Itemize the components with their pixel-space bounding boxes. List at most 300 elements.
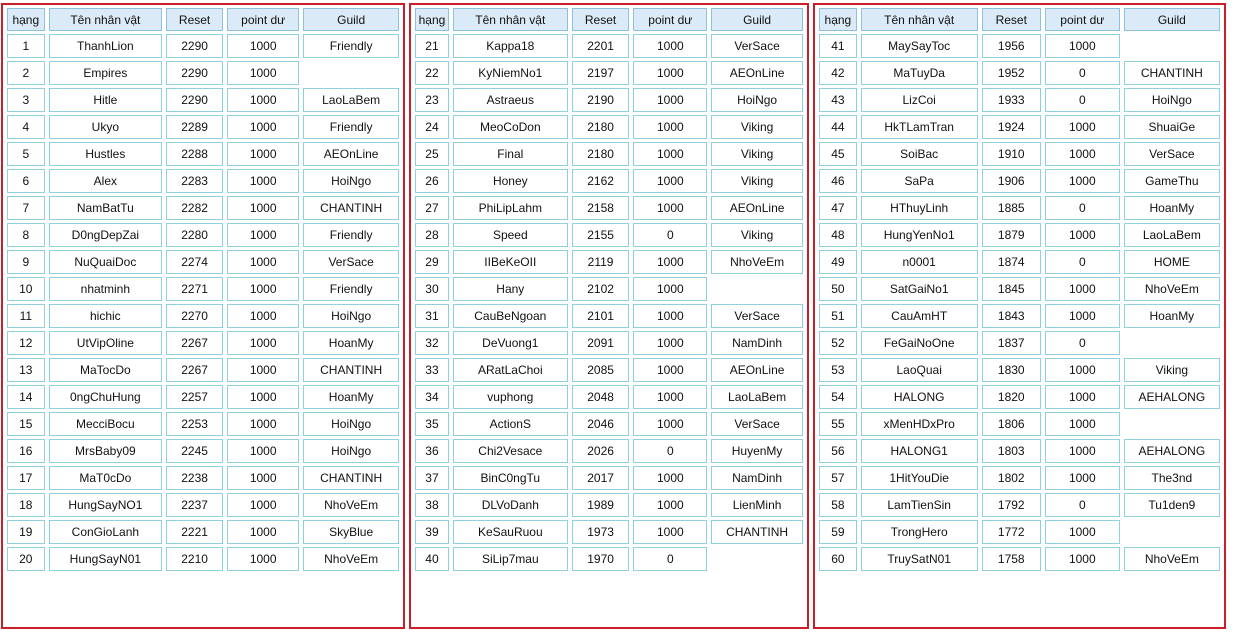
- rank-cell: 43: [819, 88, 857, 112]
- guild-cell: ShuaiGe: [1124, 115, 1220, 139]
- reset-cell: 2180: [572, 115, 630, 139]
- reset-cell: 2271: [166, 277, 223, 301]
- reset-cell: 1874: [982, 250, 1041, 274]
- guild-cell: [711, 277, 803, 301]
- table-row: [7, 277, 399, 301]
- character-name-cell: TruySatN01: [861, 547, 978, 571]
- reset-cell: 2162: [572, 169, 630, 193]
- reset-cell: 2119: [572, 250, 630, 274]
- guild-cell: CHANTINH: [711, 520, 803, 544]
- points-cell: 1000: [633, 412, 707, 436]
- character-name-cell: HALONG1: [861, 439, 978, 463]
- guild-cell: CHANTINH: [303, 466, 399, 490]
- points-cell: 1000: [1045, 34, 1120, 58]
- guild-cell: Friendly: [303, 223, 399, 247]
- header-points: point dư: [227, 8, 299, 31]
- reset-cell: 2245: [166, 439, 223, 463]
- rank-cell: 56: [819, 439, 857, 463]
- reset-cell: 2201: [572, 34, 630, 58]
- points-cell: 1000: [1045, 277, 1120, 301]
- table-row: [415, 88, 803, 112]
- guild-cell: SkyBlue: [303, 520, 399, 544]
- rank-cell: 55: [819, 412, 857, 436]
- ranking-table: [411, 5, 807, 574]
- points-cell: 1000: [633, 277, 707, 301]
- rank-cell: 24: [415, 115, 449, 139]
- character-name-cell: SiLip7mau: [453, 547, 568, 571]
- points-cell: 0: [1045, 88, 1120, 112]
- points-cell: 1000: [227, 331, 299, 355]
- guild-cell: LienMinh: [711, 493, 803, 517]
- points-cell: 1000: [227, 277, 299, 301]
- points-cell: 1000: [227, 196, 299, 220]
- points-cell: 1000: [227, 493, 299, 517]
- character-name-cell: D0ngDepZai: [49, 223, 162, 247]
- character-name-cell: ConGioLanh: [49, 520, 162, 544]
- reset-cell: 2046: [572, 412, 630, 436]
- rank-cell: 1: [7, 34, 45, 58]
- reset-cell: 2085: [572, 358, 630, 382]
- character-name-cell: SatGaiNo1: [861, 277, 978, 301]
- points-cell: 1000: [227, 385, 299, 409]
- points-cell: 1000: [633, 250, 707, 274]
- table-row: [819, 358, 1220, 382]
- character-name-cell: KyNiemNo1: [453, 61, 568, 85]
- guild-cell: HoanMy: [303, 331, 399, 355]
- reset-cell: 1820: [982, 385, 1041, 409]
- guild-cell: NhoVeEm: [303, 547, 399, 571]
- reset-cell: 2257: [166, 385, 223, 409]
- points-cell: 1000: [1045, 142, 1120, 166]
- ranking-panel-1: [1, 3, 405, 629]
- table-row: [7, 466, 399, 490]
- guild-cell: Viking: [711, 169, 803, 193]
- reset-cell: 1933: [982, 88, 1041, 112]
- table-row: [819, 223, 1220, 247]
- rank-cell: 9: [7, 250, 45, 274]
- table-row: [415, 385, 803, 409]
- table-row: [819, 142, 1220, 166]
- guild-cell: Friendly: [303, 115, 399, 139]
- header-guild: Guild: [1124, 8, 1220, 31]
- ranking-table: [815, 5, 1224, 574]
- character-name-cell: HungYenNo1: [861, 223, 978, 247]
- rank-cell: 26: [415, 169, 449, 193]
- guild-cell: HuyenMy: [711, 439, 803, 463]
- guild-cell: AEHALONG: [1124, 385, 1220, 409]
- character-name-cell: UtVipOline: [49, 331, 162, 355]
- guild-cell: GameThu: [1124, 169, 1220, 193]
- rank-cell: 52: [819, 331, 857, 355]
- table-row: [415, 520, 803, 544]
- header-character-name: Tên nhân vật: [861, 8, 978, 31]
- character-name-cell: LizCoi: [861, 88, 978, 112]
- points-cell: 1000: [1045, 223, 1120, 247]
- rank-cell: 59: [819, 520, 857, 544]
- rank-cell: 5: [7, 142, 45, 166]
- ranking-rows: [819, 34, 1220, 571]
- points-cell: 1000: [633, 169, 707, 193]
- character-name-cell: MrsBaby09: [49, 439, 162, 463]
- character-name-cell: Speed: [453, 223, 568, 247]
- reset-cell: 2267: [166, 358, 223, 382]
- table-row: [7, 115, 399, 139]
- reset-cell: 2158: [572, 196, 630, 220]
- reset-cell: 2048: [572, 385, 630, 409]
- character-name-cell: Astraeus: [453, 88, 568, 112]
- table-row: [819, 61, 1220, 85]
- rank-cell: 54: [819, 385, 857, 409]
- reset-cell: 2091: [572, 331, 630, 355]
- guild-cell: Viking: [711, 223, 803, 247]
- points-cell: 1000: [227, 358, 299, 382]
- guild-cell: HoiNgo: [303, 439, 399, 463]
- character-name-cell: Honey: [453, 169, 568, 193]
- points-cell: 0: [633, 439, 707, 463]
- rank-cell: 3: [7, 88, 45, 112]
- guild-cell: NhoVeEm: [1124, 547, 1220, 571]
- rank-cell: 33: [415, 358, 449, 382]
- guild-cell: VerSace: [711, 34, 803, 58]
- reset-cell: 2237: [166, 493, 223, 517]
- points-cell: 1000: [633, 520, 707, 544]
- points-cell: 1000: [633, 493, 707, 517]
- reset-cell: 2180: [572, 142, 630, 166]
- character-name-cell: Empires: [49, 61, 162, 85]
- rank-cell: 35: [415, 412, 449, 436]
- guild-cell: HoiNgo: [303, 304, 399, 328]
- table-row: [415, 223, 803, 247]
- points-cell: 0: [1045, 250, 1120, 274]
- header-rank: hạng: [819, 8, 857, 31]
- reset-cell: 1845: [982, 277, 1041, 301]
- character-name-cell: 1HitYouDie: [861, 466, 978, 490]
- reset-cell: 1806: [982, 412, 1041, 436]
- reset-cell: 1952: [982, 61, 1041, 85]
- character-name-cell: IIBeKeOII: [453, 250, 568, 274]
- table-row: [415, 196, 803, 220]
- reset-cell: 1879: [982, 223, 1041, 247]
- table-row: [415, 277, 803, 301]
- rank-cell: 50: [819, 277, 857, 301]
- character-name-cell: Hustles: [49, 142, 162, 166]
- reset-cell: 2221: [166, 520, 223, 544]
- guild-cell: VerSace: [1124, 142, 1220, 166]
- rank-cell: 6: [7, 169, 45, 193]
- points-cell: 1000: [1045, 520, 1120, 544]
- table-row: [7, 169, 399, 193]
- character-name-cell: HkTLamTran: [861, 115, 978, 139]
- points-cell: 1000: [227, 520, 299, 544]
- reset-cell: 2026: [572, 439, 630, 463]
- guild-cell: LaoLaBem: [711, 385, 803, 409]
- rank-cell: 14: [7, 385, 45, 409]
- reset-cell: 2102: [572, 277, 630, 301]
- guild-cell: AEOnLine: [711, 196, 803, 220]
- guild-cell: HoanMy: [1124, 196, 1220, 220]
- reset-cell: 1885: [982, 196, 1041, 220]
- character-name-cell: xMenHDxPro: [861, 412, 978, 436]
- guild-cell: VerSace: [303, 250, 399, 274]
- table-row: [819, 439, 1220, 463]
- rank-cell: 41: [819, 34, 857, 58]
- points-cell: 1000: [633, 115, 707, 139]
- character-name-cell: vuphong: [453, 385, 568, 409]
- table-row: [7, 439, 399, 463]
- guild-cell: NhoVeEm: [303, 493, 399, 517]
- table-row: [819, 385, 1220, 409]
- character-name-cell: DeVuong1: [453, 331, 568, 355]
- rank-cell: 47: [819, 196, 857, 220]
- points-cell: 1000: [633, 196, 707, 220]
- header-rank: hạng: [415, 8, 449, 31]
- points-cell: 1000: [227, 466, 299, 490]
- points-cell: 1000: [633, 88, 707, 112]
- character-name-cell: Hitle: [49, 88, 162, 112]
- rank-cell: 42: [819, 61, 857, 85]
- table-row: [819, 493, 1220, 517]
- guild-cell: LaoLaBem: [303, 88, 399, 112]
- reset-cell: 2290: [166, 61, 223, 85]
- reset-cell: 1792: [982, 493, 1041, 517]
- points-cell: 1000: [227, 169, 299, 193]
- rank-cell: 57: [819, 466, 857, 490]
- points-cell: 1000: [633, 304, 707, 328]
- reset-cell: 2283: [166, 169, 223, 193]
- reset-cell: 2267: [166, 331, 223, 355]
- guild-cell: [1124, 34, 1220, 58]
- rank-cell: 7: [7, 196, 45, 220]
- character-name-cell: LamTienSin: [861, 493, 978, 517]
- table-row: [7, 331, 399, 355]
- character-name-cell: Alex: [49, 169, 162, 193]
- points-cell: 0: [633, 223, 707, 247]
- reset-cell: 1973: [572, 520, 630, 544]
- points-cell: 1000: [227, 115, 299, 139]
- header-rank: hạng: [7, 8, 45, 31]
- rank-cell: 23: [415, 88, 449, 112]
- table-row: [7, 142, 399, 166]
- guild-cell: HoiNgo: [303, 412, 399, 436]
- character-name-cell: TrongHero: [861, 520, 978, 544]
- table-row: [7, 223, 399, 247]
- rank-cell: 40: [415, 547, 449, 571]
- points-cell: 1000: [1045, 115, 1120, 139]
- table-row: [7, 385, 399, 409]
- reset-cell: 1837: [982, 331, 1041, 355]
- character-name-cell: NamBatTu: [49, 196, 162, 220]
- table-row: [819, 196, 1220, 220]
- table-row: [415, 466, 803, 490]
- points-cell: 1000: [227, 304, 299, 328]
- guild-cell: AEHALONG: [1124, 439, 1220, 463]
- reset-cell: 1802: [982, 466, 1041, 490]
- points-cell: 1000: [227, 412, 299, 436]
- reset-cell: 1906: [982, 169, 1041, 193]
- table-header-row: [415, 8, 803, 31]
- character-name-cell: ActionS: [453, 412, 568, 436]
- points-cell: 1000: [1045, 439, 1120, 463]
- table-row: [819, 520, 1220, 544]
- character-name-cell: MecciBocu: [49, 412, 162, 436]
- guild-cell: [711, 547, 803, 571]
- table-row: [7, 88, 399, 112]
- reset-cell: 1924: [982, 115, 1041, 139]
- rank-cell: 16: [7, 439, 45, 463]
- character-name-cell: Final: [453, 142, 568, 166]
- guild-cell: [1124, 412, 1220, 436]
- rank-cell: 51: [819, 304, 857, 328]
- reset-cell: 2155: [572, 223, 630, 247]
- guild-cell: NamDinh: [711, 466, 803, 490]
- character-name-cell: ThanhLion: [49, 34, 162, 58]
- character-name-cell: hichic: [49, 304, 162, 328]
- ranking-panel-3: [813, 3, 1226, 629]
- reset-cell: 2290: [166, 34, 223, 58]
- character-name-cell: HThuyLinh: [861, 196, 978, 220]
- table-row: [819, 115, 1220, 139]
- points-cell: 1000: [1045, 385, 1120, 409]
- character-name-cell: MaTocDo: [49, 358, 162, 382]
- rank-cell: 10: [7, 277, 45, 301]
- header-reset: Reset: [982, 8, 1041, 31]
- rank-cell: 58: [819, 493, 857, 517]
- guild-cell: [1124, 520, 1220, 544]
- ranking-rows: [7, 34, 399, 571]
- header-guild: Guild: [303, 8, 399, 31]
- character-name-cell: ARatLaChoi: [453, 358, 568, 382]
- reset-cell: 2101: [572, 304, 630, 328]
- table-row: [415, 142, 803, 166]
- table-row: [7, 34, 399, 58]
- guild-cell: AEOnLine: [711, 61, 803, 85]
- ranking-panel-2: [409, 3, 809, 629]
- guild-cell: Friendly: [303, 277, 399, 301]
- rank-cell: 11: [7, 304, 45, 328]
- rank-cell: 31: [415, 304, 449, 328]
- character-name-cell: HungSayN01: [49, 547, 162, 571]
- table-row: [819, 250, 1220, 274]
- table-row: [415, 547, 803, 571]
- reset-cell: 2282: [166, 196, 223, 220]
- rank-cell: 32: [415, 331, 449, 355]
- rank-cell: 20: [7, 547, 45, 571]
- header-points: point dư: [1045, 8, 1120, 31]
- header-reset: Reset: [166, 8, 223, 31]
- table-row: [415, 412, 803, 436]
- character-name-cell: CauBeNgoan: [453, 304, 568, 328]
- table-row: [819, 88, 1220, 112]
- rank-cell: 30: [415, 277, 449, 301]
- rank-cell: 39: [415, 520, 449, 544]
- character-name-cell: MaTuyDa: [861, 61, 978, 85]
- rank-cell: 22: [415, 61, 449, 85]
- character-name-cell: MeoCoDon: [453, 115, 568, 139]
- guild-cell: [1124, 331, 1220, 355]
- reset-cell: 2253: [166, 412, 223, 436]
- guild-cell: HOME: [1124, 250, 1220, 274]
- reset-cell: 1970: [572, 547, 630, 571]
- character-name-cell: DLVoDanh: [453, 493, 568, 517]
- reset-cell: 2210: [166, 547, 223, 571]
- table-row: [415, 304, 803, 328]
- rank-cell: 53: [819, 358, 857, 382]
- character-name-cell: 0ngChuHung: [49, 385, 162, 409]
- header-guild: Guild: [711, 8, 803, 31]
- rank-cell: 49: [819, 250, 857, 274]
- guild-cell: VerSace: [711, 304, 803, 328]
- table-row: [819, 547, 1220, 571]
- character-name-cell: SoiBac: [861, 142, 978, 166]
- character-name-cell: CauAmHT: [861, 304, 978, 328]
- rank-cell: 29: [415, 250, 449, 274]
- reset-cell: 2274: [166, 250, 223, 274]
- ranking-rows: [415, 34, 803, 571]
- table-row: [7, 358, 399, 382]
- guild-cell: CHANTINH: [1124, 61, 1220, 85]
- points-cell: 1000: [633, 34, 707, 58]
- points-cell: 0: [1045, 493, 1120, 517]
- guild-cell: HoanMy: [303, 385, 399, 409]
- reset-cell: 1803: [982, 439, 1041, 463]
- header-reset: Reset: [572, 8, 630, 31]
- guild-cell: AEOnLine: [711, 358, 803, 382]
- points-cell: 1000: [227, 61, 299, 85]
- table-row: [415, 331, 803, 355]
- table-row: [7, 412, 399, 436]
- table-row: [819, 331, 1220, 355]
- guild-cell: Viking: [1124, 358, 1220, 382]
- reset-cell: 2017: [572, 466, 630, 490]
- character-name-cell: BinC0ngTu: [453, 466, 568, 490]
- table-row: [415, 493, 803, 517]
- table-row: [415, 169, 803, 193]
- character-name-cell: n0001: [861, 250, 978, 274]
- character-name-cell: Hany: [453, 277, 568, 301]
- rank-cell: 2: [7, 61, 45, 85]
- character-name-cell: FeGaiNoOne: [861, 331, 978, 355]
- guild-cell: Friendly: [303, 34, 399, 58]
- guild-cell: HoiNgo: [711, 88, 803, 112]
- character-name-cell: Chi2Vesace: [453, 439, 568, 463]
- table-header-row: [819, 8, 1220, 31]
- character-name-cell: HALONG: [861, 385, 978, 409]
- table-row: [819, 277, 1220, 301]
- points-cell: 1000: [227, 250, 299, 274]
- guild-cell: AEOnLine: [303, 142, 399, 166]
- points-cell: 1000: [1045, 358, 1120, 382]
- points-cell: 0: [1045, 331, 1120, 355]
- table-row: [7, 547, 399, 571]
- table-row: [7, 304, 399, 328]
- table-row: [7, 493, 399, 517]
- points-cell: 1000: [227, 34, 299, 58]
- reset-cell: 2290: [166, 88, 223, 112]
- points-cell: 1000: [1045, 304, 1120, 328]
- table-header-row: [7, 8, 399, 31]
- rank-cell: 15: [7, 412, 45, 436]
- points-cell: 1000: [633, 331, 707, 355]
- character-name-cell: nhatminh: [49, 277, 162, 301]
- table-row: [7, 250, 399, 274]
- character-name-cell: SaPa: [861, 169, 978, 193]
- character-name-cell: NuQuaiDoc: [49, 250, 162, 274]
- points-cell: 1000: [227, 547, 299, 571]
- points-cell: 1000: [227, 142, 299, 166]
- rank-cell: 25: [415, 142, 449, 166]
- character-name-cell: LaoQuai: [861, 358, 978, 382]
- rank-cell: 4: [7, 115, 45, 139]
